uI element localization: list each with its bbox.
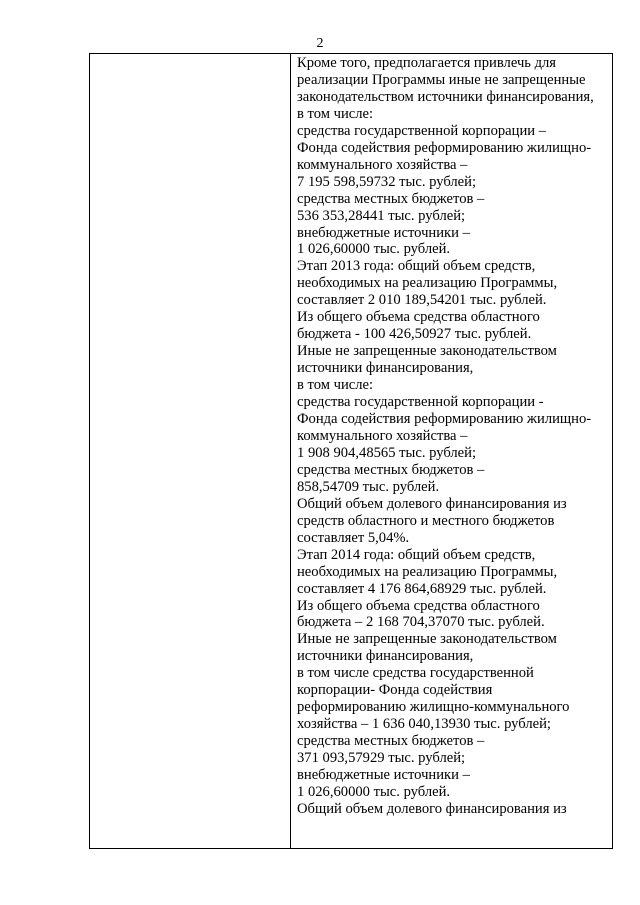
- text-line: средства местных бюджетов –: [297, 733, 485, 750]
- text-line: в том числе:: [297, 377, 374, 394]
- text-line: Иные не запрещенные законодательством: [297, 343, 557, 360]
- text-line: Общий объем долевого финансирования из: [297, 495, 567, 512]
- text-line: хозяйства – 1 636 040,13930 тыс. рублей;: [297, 716, 551, 733]
- text-line: Общий объем долевого финансирования из: [297, 800, 567, 817]
- page-number: 2: [316, 36, 324, 51]
- text-line: коммунального хозяйства –: [297, 427, 468, 444]
- text-line: бюджета – 2 168 704,37070 тыс. рублей.: [297, 614, 545, 631]
- text-line: 1 908 904,48565 тыс. рублей;: [297, 444, 477, 461]
- text-line: 536 353,28441 тыс. рублей;: [297, 207, 466, 224]
- table-right-cell: [297, 55, 607, 818]
- text-line: корпорации- Фонда содействия: [297, 682, 493, 699]
- text-line: средств областного и местного бюджетов: [297, 512, 555, 529]
- text-line: составляет 5,04%.: [297, 529, 410, 546]
- text-line: средства местных бюджетов –: [297, 461, 485, 478]
- funding-table: [89, 53, 613, 849]
- text-line: Из общего объема средства областного: [297, 309, 540, 326]
- text-line: внебюджетные источники –: [297, 224, 470, 241]
- text-line: 1 026,60000 тыс. рублей.: [297, 783, 451, 800]
- text-line: 371 093,57929 тыс. рублей;: [297, 750, 466, 767]
- text-line: средства государственной корпорации -: [297, 394, 544, 411]
- text-line: в том числе:: [297, 105, 374, 122]
- text-line: 1 026,60000 тыс. рублей.: [297, 241, 451, 258]
- text-line: бюджета - 100 426,50927 тыс. рублей.: [297, 326, 532, 343]
- text-line: Фонда содействия реформированию жилищно-: [297, 139, 592, 156]
- text-line: Этап 2014 года: общий объем средств,: [297, 546, 536, 563]
- text-line: 858,54709 тыс. рублей.: [297, 478, 440, 495]
- text-line: необходимых на реализацию Программы,: [297, 275, 558, 292]
- text-line: законодательством источники финансирования,: [297, 88, 594, 105]
- text-line: реформированию жилищно-коммунального: [297, 699, 570, 716]
- text-line: средства местных бюджетов –: [297, 190, 485, 207]
- text-line: средства государственной корпорации –: [297, 122, 547, 139]
- text-line: источники финансирования,: [297, 360, 474, 377]
- text-line: внебюджетные источники –: [297, 767, 470, 784]
- text-line: необходимых на реализацию Программы,: [297, 563, 558, 580]
- text-line: составляет 2 010 189,54201 тыс. рублей.: [297, 292, 547, 309]
- text-line: Кроме того, предполагается привлечь для: [297, 55, 557, 71]
- text-line: составляет 4 176 864,68929 тыс. рублей.: [297, 580, 547, 597]
- text-line: Из общего объема средства областного: [297, 597, 540, 614]
- text-line: коммунального хозяйства –: [297, 156, 468, 173]
- text-line: Этап 2013 года: общий объем средств,: [297, 258, 536, 275]
- text-line: Иные не запрещенные законодательством: [297, 631, 557, 648]
- text-line: Фонда содействия реформированию жилищно-: [297, 411, 592, 428]
- text-line: в том числе средства государственной: [297, 665, 534, 682]
- table-left-cell: [90, 54, 291, 848]
- text-line: 7 195 598,59732 тыс. рублей;: [297, 173, 477, 190]
- text-line: реализации Программы иные не запрещенные: [297, 71, 586, 88]
- text-line: источники финансирования,: [297, 648, 474, 665]
